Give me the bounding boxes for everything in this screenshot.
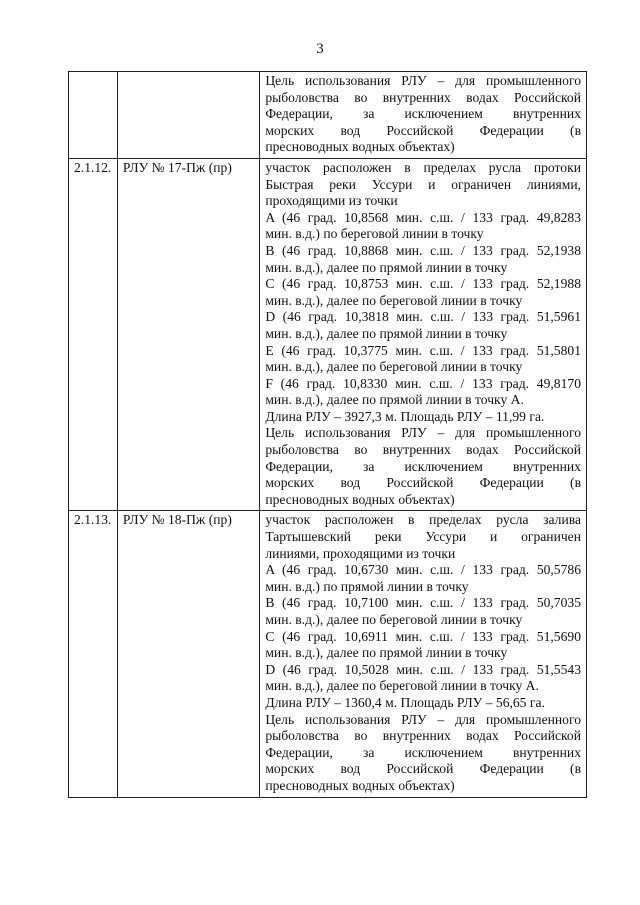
fishing-sites-table (68, 71, 587, 798)
description-line: Федерации, за исключением внутренних (265, 744, 581, 760)
table-row (69, 511, 587, 797)
description-line: C (46 град. 10,8753 мин. с.ш. / 133 град. 52,1988 (265, 276, 581, 292)
description-line: A (46 град. 10,8568 мин. с.ш. / 133 град. 49,8283 (265, 209, 581, 225)
description-line: мин. в.д.), далее по прямой линии в точку (265, 259, 508, 275)
description-line: мин. в.д.), далее по прямой линии в точку (265, 645, 508, 661)
description-line: D (46 град. 10,3818 мин. с.ш. / 133 град. 51,5961 (265, 309, 581, 325)
row-number-cell: 2.1.13. (69, 511, 118, 797)
description-line: B (46 град. 10,7100 мин. с.ш. / 133 град. 50,7035 (265, 595, 581, 611)
description-line: Федерации, за исключением внутренних (265, 458, 581, 474)
description-line: морских вод Российской Федерации (в (265, 761, 581, 777)
description-line: Длина РЛУ – 1360,4 м. Площадь РЛУ – 56,65 га. (265, 694, 545, 710)
page-number: 3 (316, 41, 324, 57)
row-number-cell: 2.1.12. (69, 158, 118, 510)
description-line: пресноводных водных объектах) (265, 491, 455, 507)
site-name-cell: РЛУ № 18-Пж (пр) (117, 511, 259, 797)
description-line: Цель использования РЛУ – для промышленного (265, 425, 581, 441)
site-description-cell (260, 511, 587, 797)
description-line: мин. в.д.) по береговой линии в точку (265, 226, 484, 242)
description-line: Федерации, за исключением внутренних (265, 106, 581, 122)
description-line: Тартышевский реки Уссури и ограничен (265, 529, 581, 545)
description-line: мин. в.д.), далее по береговой линии в точку (265, 359, 523, 375)
description-line: морских вод Российской Федерации (в (265, 122, 581, 138)
site-name-cell: РЛУ № 17-Пж (пр) (117, 158, 259, 510)
description-line: линиями, проходящими из точки (265, 545, 456, 561)
description-line: B (46 град. 10,8868 мин. с.ш. / 133 град. 52,1938 (265, 242, 581, 258)
description-line: пресноводных водных объектах) (265, 777, 455, 793)
description-line: морских вод Российской Федерации (в (265, 475, 581, 491)
description-line: рыболовства во внутренних водах Российской (265, 89, 581, 105)
table-body (69, 72, 587, 798)
description-line: мин. в.д.), далее по прямой линии в точку А. (265, 392, 524, 408)
site-description-cell (260, 158, 587, 510)
description-line: рыболовства во внутренних водах Российской (265, 728, 581, 744)
description-line: проходящими из точки (265, 193, 398, 209)
description-line: мин. в.д.), далее по береговой линии в точку А. (265, 678, 539, 694)
description-line: C (46 град. 10,6911 мин. с.ш. / 133 град. 51,5690 (265, 628, 581, 644)
description-line: участок расположен в пределах русла протоки (265, 159, 581, 175)
description-line: Цель использования РЛУ – для промышленного (265, 73, 581, 88)
table-row (69, 158, 587, 510)
description-line: D (46 град. 10,5028 мин. с.ш. / 133 град. 51,5543 (265, 661, 581, 677)
table-row (69, 72, 587, 159)
description-line: мин. в.д.) по прямой линии в точку (265, 578, 469, 594)
description-line: рыболовства во внутренних водах Российской (265, 442, 581, 458)
site-description-cell (260, 72, 587, 159)
site-name-cell (117, 72, 259, 159)
description-line: мин. в.д.), далее по береговой линии в точку (265, 612, 523, 627)
description-line: пресноводных водных объектах) (265, 139, 455, 155)
description-line: F (46 град. 10,8330 мин. с.ш. / 133 град. 49,8170 (265, 375, 581, 391)
description-line: A (46 град. 10,6730 мин. с.ш. / 133 град. 50,5786 (265, 562, 581, 578)
description-line: мин. в.д.), далее по береговой линии в точку (265, 292, 523, 308)
description-line: участок расположен в пределах русла залива (265, 512, 581, 528)
description-line: мин. в.д.), далее по прямой линии в точку (265, 325, 508, 341)
description-line: Цель использования РЛУ – для промышленного (265, 711, 581, 727)
row-number-cell (69, 72, 118, 159)
description-line: Длина РЛУ – 3927,3 м. Площадь РЛУ – 11,99 га. (265, 408, 545, 424)
description-line: Быстрая реки Уссури и ограничен линиями, (265, 176, 581, 192)
description-line: E (46 град. 10,3775 мин. с.ш. / 133 град. 51,5801 (265, 342, 581, 358)
